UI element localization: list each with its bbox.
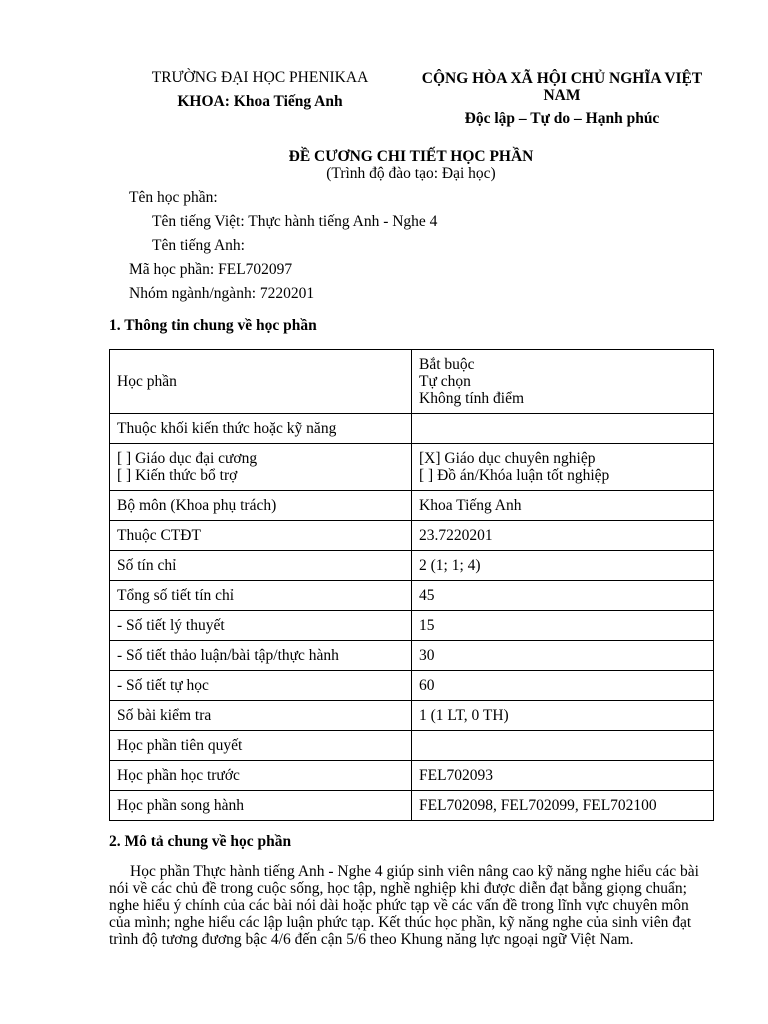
- option-elective: Tự chọn: [419, 373, 471, 390]
- national-motto: Độc lập – Tự do – Hạnh phúc: [464, 110, 660, 127]
- cell-line: 23.7220201: [419, 527, 493, 544]
- table-row: [110, 551, 714, 581]
- table-row: [110, 521, 714, 551]
- course-description: [109, 863, 713, 948]
- table-row: [110, 581, 714, 611]
- value-cell: [412, 611, 714, 641]
- value-cell: [412, 731, 714, 761]
- cell-line: Học phần: [117, 373, 177, 390]
- university-name: TRƯỜNG ĐẠI HỌC PHENIKAA: [151, 69, 369, 86]
- course-name-vietnamese-value: Thực hành tiếng Anh - Nghe 4: [248, 213, 438, 230]
- table-row: [110, 491, 714, 521]
- label-cell: [110, 350, 412, 414]
- paragraph-line: nghe hiểu ý chính của các bài nói dài hoặc phức tạp về các vấn đề trong lĩnh vực chuyên môn: [109, 897, 689, 914]
- value-cell: [412, 581, 714, 611]
- label-cell: [110, 551, 412, 581]
- section-1-heading: 1. Thông tin chung về học phần: [109, 317, 317, 334]
- label-cell: [110, 791, 412, 821]
- cell-line: 2 (1; 1; 4): [419, 557, 481, 574]
- course-major: [109, 282, 713, 306]
- course-code-label: Mã học phần:: [129, 261, 215, 278]
- table-row: [110, 350, 714, 414]
- section-2-heading: 2. Mô tả chung về học phần: [109, 833, 292, 850]
- value-cell: [412, 701, 714, 731]
- table-row: [110, 731, 714, 761]
- course-major-label: Nhóm ngành/ngành:: [129, 285, 256, 302]
- checkbox-supplementary-knowledge: [ ] Kiến thức bổ trợ: [117, 467, 238, 484]
- table-row: [110, 791, 714, 821]
- document-title: ĐỀ CƯƠNG CHI TIẾT HỌC PHẦN: [288, 148, 534, 165]
- cell-line: 1 (1 LT, 0 TH): [419, 707, 509, 724]
- course-code-value: FEL702097: [218, 261, 293, 278]
- course-code: [109, 258, 713, 282]
- cell-line: FEL702098, FEL702099, FEL702100: [419, 797, 657, 814]
- value-cell: [412, 791, 714, 821]
- value-cell: [412, 551, 714, 581]
- paragraph-line: nói về các chủ đề trong cuộc sống, học tập, nghề nghiệp khi được diễn đạt bằng giọng chuẩn;: [109, 880, 687, 897]
- label-cell: [110, 581, 412, 611]
- cell-line: Số tín chỉ: [117, 557, 177, 574]
- cell-line: 45: [419, 587, 435, 604]
- label-cell: [110, 491, 412, 521]
- checkbox-thesis: [ ] Đồ án/Khóa luận tốt nghiệp: [419, 467, 610, 484]
- course-info: [109, 186, 713, 306]
- paragraph-line: trình độ tương đương bậc 4/6 đến cận 5/6 theo Khung năng lực ngoại ngữ Việt Nam.: [109, 931, 634, 948]
- cell-line: Số bài kiểm tra: [117, 707, 212, 724]
- label-cell: [110, 444, 412, 491]
- document-title-block: [109, 148, 713, 182]
- cell-line: Khoa Tiếng Anh: [419, 497, 522, 514]
- faculty-name: KHOA: Khoa Tiếng Anh: [177, 93, 343, 110]
- label-cell: [110, 701, 412, 731]
- paragraph-line: Học phần Thực hành tiếng Anh - Nghe 4 giúp sinh viên nâng cao kỹ năng nghe hiểu các bài: [130, 863, 699, 880]
- institution-header: [109, 69, 411, 111]
- label-cell: [110, 414, 412, 444]
- course-name-vietnamese: [109, 210, 713, 234]
- paragraph-line: của mình; nghe hiểu các lập luận phức tạp. Kết thúc học phần, kỹ năng nghe của sinh viên đạt: [109, 914, 692, 931]
- cell-line: 15: [419, 617, 435, 634]
- value-cell: [412, 641, 714, 671]
- checkbox-professional-education: [X] Giáo dục chuyên nghiệp: [419, 450, 596, 467]
- value-cell: [412, 671, 714, 701]
- course-name-vietnamese-label: Tên tiếng Việt:: [152, 213, 245, 230]
- label-cell: [110, 611, 412, 641]
- label-cell: [110, 521, 412, 551]
- cell-line: FEL702093: [419, 767, 494, 784]
- cell-line: Tổng số tiết tín chỉ: [117, 587, 235, 604]
- label-cell: [110, 731, 412, 761]
- course-name-heading: Tên học phần:: [129, 189, 218, 206]
- table-row: [110, 414, 714, 444]
- national-title: CỘNG HÒA XÃ HỘI CHỦ NGHĨA VIỆT NAM: [421, 70, 703, 104]
- table-row: [110, 641, 714, 671]
- label-cell: [110, 641, 412, 671]
- cell-line: - Số tiết tự học: [117, 677, 209, 694]
- value-cell: [412, 414, 714, 444]
- general-info-table: [109, 349, 714, 821]
- cell-line: Học phần song hành: [117, 797, 244, 814]
- label-cell: [110, 761, 412, 791]
- table-row: [110, 761, 714, 791]
- national-header: [411, 70, 713, 128]
- option-no-grade: Không tính điểm: [419, 390, 525, 407]
- cell-line: - Số tiết lý thuyết: [117, 617, 225, 634]
- course-major-value: 7220201: [259, 285, 315, 302]
- checkbox-general-education: [ ] Giáo dục đại cương: [117, 450, 258, 467]
- cell-line: - Số tiết thảo luận/bài tập/thực hành: [117, 647, 339, 664]
- cell-line: Học phần tiên quyết: [117, 737, 243, 754]
- cell-line: Bộ môn (Khoa phụ trách): [117, 497, 277, 514]
- value-cell: [412, 491, 714, 521]
- table-row: [110, 671, 714, 701]
- cell-line: Thuộc khối kiến thức hoặc kỹ năng: [117, 420, 337, 437]
- table-row: [110, 701, 714, 731]
- cell-line: Học phần học trước: [117, 767, 240, 784]
- value-cell: [412, 761, 714, 791]
- cell-line: Thuộc CTĐT: [117, 527, 201, 544]
- cell-line: 60: [419, 677, 435, 694]
- course-name-english-label: Tên tiếng Anh:: [152, 237, 245, 254]
- option-required: Bắt buộc: [419, 356, 475, 373]
- value-cell: [412, 444, 714, 491]
- value-cell: [412, 521, 714, 551]
- cell-line: 30: [419, 647, 435, 664]
- label-cell: [110, 671, 412, 701]
- document-subtitle: (Trình độ đào tạo: Đại học): [326, 165, 496, 182]
- table-row: [110, 611, 714, 641]
- value-cell: [412, 350, 714, 414]
- course-name-english: [109, 234, 713, 258]
- table-row: [110, 444, 714, 491]
